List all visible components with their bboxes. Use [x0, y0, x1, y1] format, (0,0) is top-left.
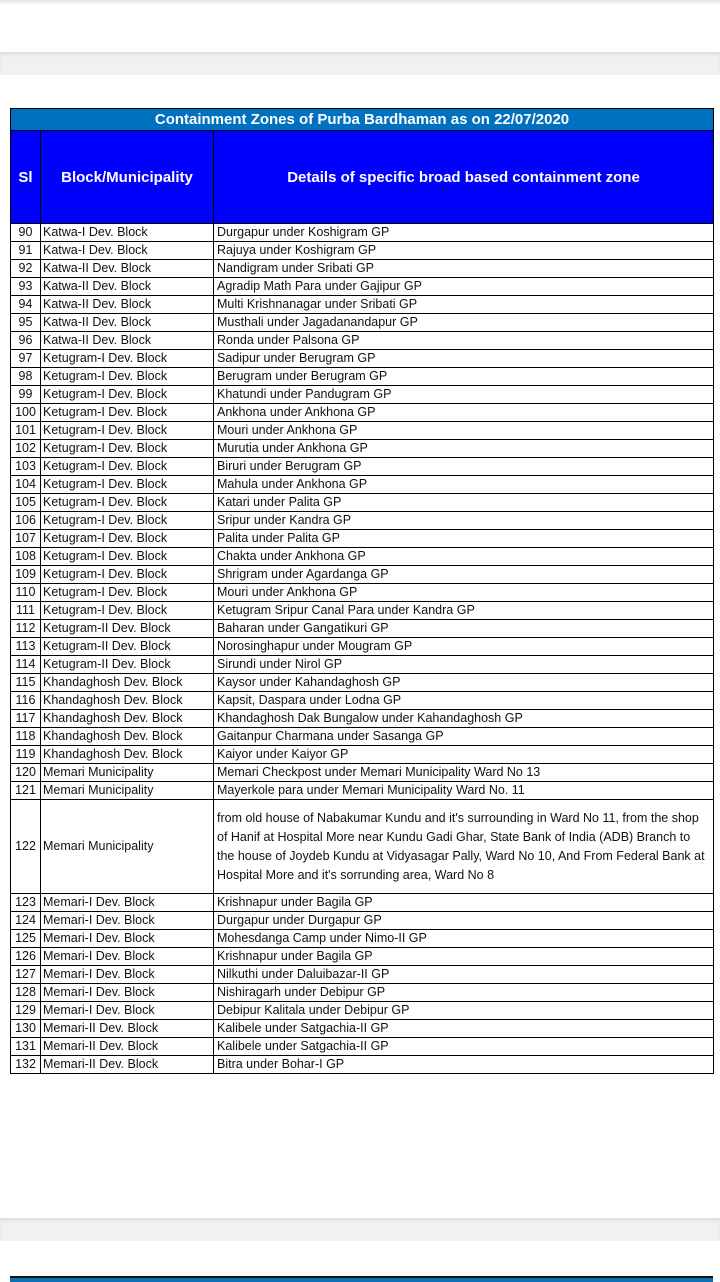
row-details-cell: Palita under Palita GP	[214, 530, 714, 548]
row-details-cell: Sadipur under Berugram GP	[214, 350, 714, 368]
row-block-cell: Khandaghosh Dev. Block	[41, 728, 214, 746]
table-row	[11, 728, 714, 746]
page-separator	[0, 1218, 720, 1241]
row-block-cell: Katwa-I Dev. Block	[41, 242, 214, 260]
row-details-cell: Krishnapur under Bagila GP	[214, 948, 714, 966]
row-details-cell: Kalibele under Satgachia-II GP	[214, 1020, 714, 1038]
row-details-cell: Multi Krishnanagar under Sribati GP	[214, 296, 714, 314]
row-block-cell: Ketugram-I Dev. Block	[41, 404, 214, 422]
row-block-cell: Memari-I Dev. Block	[41, 948, 214, 966]
row-sl-cell: 123	[11, 894, 41, 912]
row-details-cell: Chakta under Ankhona GP	[214, 548, 714, 566]
row-block-cell: Ketugram-I Dev. Block	[41, 494, 214, 512]
row-block-cell: Memari-I Dev. Block	[41, 894, 214, 912]
row-details-cell: Nandigram under Sribati GP	[214, 260, 714, 278]
row-details-cell: Musthali under Jagadanandapur GP	[214, 314, 714, 332]
table-row	[11, 368, 714, 386]
row-block-cell: Memari Municipality	[41, 782, 214, 800]
row-sl-cell: 111	[11, 602, 41, 620]
containment-zones-table	[10, 108, 714, 1074]
row-block-cell: Katwa-II Dev. Block	[41, 332, 214, 350]
table-row	[11, 1002, 714, 1020]
row-details-cell: Sirundi under Nirol GP	[214, 656, 714, 674]
row-details-cell: Bitra under Bohar-I GP	[214, 1056, 714, 1074]
row-sl-cell: 117	[11, 710, 41, 728]
row-details-cell: Ankhona under Ankhona GP	[214, 404, 714, 422]
table-row	[11, 746, 714, 764]
row-sl-cell: 121	[11, 782, 41, 800]
table-row	[11, 620, 714, 638]
row-details-cell: Durgapur under Koshigram GP	[214, 224, 714, 242]
row-sl-cell: 104	[11, 476, 41, 494]
table-row	[11, 350, 714, 368]
row-details-cell: Baharan under Gangatikuri GP	[214, 620, 714, 638]
row-block-cell: Khandaghosh Dev. Block	[41, 674, 214, 692]
row-block-cell: Katwa-II Dev. Block	[41, 260, 214, 278]
row-block-cell: Katwa-II Dev. Block	[41, 296, 214, 314]
row-details-cell: Debipur Kalitala under Debipur GP	[214, 1002, 714, 1020]
row-sl-cell: 103	[11, 458, 41, 476]
row-sl-cell: 120	[11, 764, 41, 782]
page-separator	[0, 52, 720, 75]
row-sl-cell: 116	[11, 692, 41, 710]
table-row	[11, 692, 714, 710]
row-block-cell: Ketugram-II Dev. Block	[41, 656, 214, 674]
row-details-cell: Agradip Math Para under Gajipur GP	[214, 278, 714, 296]
table-row	[11, 948, 714, 966]
row-sl-cell: 101	[11, 422, 41, 440]
row-details-cell: Khatundi under Pandugram GP	[214, 386, 714, 404]
table-row	[11, 476, 714, 494]
row-sl-cell: 113	[11, 638, 41, 656]
row-sl-cell: 105	[11, 494, 41, 512]
row-details-cell: Norosinghapur under Mougram GP	[214, 638, 714, 656]
row-block-cell: Ketugram-I Dev. Block	[41, 512, 214, 530]
table-row	[11, 764, 714, 782]
table-row	[11, 710, 714, 728]
row-sl-cell: 126	[11, 948, 41, 966]
table-row	[11, 966, 714, 984]
row-details-cell: Memari Checkpost under Memari Municipality Ward No 13	[214, 764, 714, 782]
row-sl-cell: 97	[11, 350, 41, 368]
row-sl-cell: 106	[11, 512, 41, 530]
row-sl-cell: 122	[11, 800, 41, 894]
row-details-cell: Mouri under Ankhona GP	[214, 422, 714, 440]
row-sl-cell: 128	[11, 984, 41, 1002]
row-sl-cell: 109	[11, 566, 41, 584]
table-row	[11, 458, 714, 476]
table-row	[11, 930, 714, 948]
row-details-cell: Shrigram under Agardanga GP	[214, 566, 714, 584]
table-row	[11, 1020, 714, 1038]
row-block-cell: Ketugram-I Dev. Block	[41, 422, 214, 440]
row-sl-cell: 125	[11, 930, 41, 948]
table-row	[11, 314, 714, 332]
table-row	[11, 894, 714, 912]
table-title: Containment Zones of Purba Bardhaman as on 22/07/2020	[11, 109, 714, 131]
table-row	[11, 296, 714, 314]
row-details-cell: Krishnapur under Bagila GP	[214, 894, 714, 912]
row-sl-cell: 112	[11, 620, 41, 638]
row-block-cell: Memari-II Dev. Block	[41, 1056, 214, 1074]
row-sl-cell: 108	[11, 548, 41, 566]
row-block-cell: Ketugram-I Dev. Block	[41, 476, 214, 494]
row-details-cell: Nilkuthi under Daluibazar-II GP	[214, 966, 714, 984]
row-details-cell: Katari under Palita GP	[214, 494, 714, 512]
table-row	[11, 584, 714, 602]
row-block-cell: Khandaghosh Dev. Block	[41, 692, 214, 710]
row-block-cell: Ketugram-I Dev. Block	[41, 584, 214, 602]
row-sl-cell: 110	[11, 584, 41, 602]
row-sl-cell: 132	[11, 1056, 41, 1074]
row-sl-cell: 99	[11, 386, 41, 404]
row-details-cell: Kaysor under Kahandaghosh GP	[214, 674, 714, 692]
table-row	[11, 548, 714, 566]
table-row	[11, 602, 714, 620]
top-divider	[0, 0, 720, 2]
row-sl-cell: 90	[11, 224, 41, 242]
row-sl-cell: 114	[11, 656, 41, 674]
table-row	[11, 782, 714, 800]
row-block-cell: Memari Municipality	[41, 764, 214, 782]
row-sl-cell: 92	[11, 260, 41, 278]
row-block-cell: Ketugram-I Dev. Block	[41, 602, 214, 620]
row-details-cell: Sripur under Kandra GP	[214, 512, 714, 530]
row-block-cell: Memari Municipality	[41, 800, 214, 894]
table-row	[11, 638, 714, 656]
row-sl-cell: 100	[11, 404, 41, 422]
table-row	[11, 674, 714, 692]
row-block-cell: Katwa-II Dev. Block	[41, 314, 214, 332]
row-details-cell: Ronda under Palsona GP	[214, 332, 714, 350]
row-sl-cell: 91	[11, 242, 41, 260]
column-header-details: Details of specific broad based containment zone	[214, 131, 714, 224]
table-row	[11, 224, 714, 242]
row-block-cell: Ketugram-I Dev. Block	[41, 386, 214, 404]
table-row	[11, 494, 714, 512]
row-details-cell: Mouri under Ankhona GP	[214, 584, 714, 602]
table-row	[11, 530, 714, 548]
table-row	[11, 332, 714, 350]
row-details-cell: Biruri under Berugram GP	[214, 458, 714, 476]
row-sl-cell: 127	[11, 966, 41, 984]
row-block-cell: Ketugram-I Dev. Block	[41, 458, 214, 476]
row-sl-cell: 131	[11, 1038, 41, 1056]
table-row	[11, 1038, 714, 1056]
row-block-cell: Ketugram-I Dev. Block	[41, 566, 214, 584]
table-row	[11, 242, 714, 260]
row-details-cell: Nishiragarh under Debipur GP	[214, 984, 714, 1002]
row-block-cell: Katwa-I Dev. Block	[41, 224, 214, 242]
table-row	[11, 512, 714, 530]
row-sl-cell: 102	[11, 440, 41, 458]
row-details-cell: Ketugram Sripur Canal Para under Kandra GP	[214, 602, 714, 620]
row-block-cell: Memari-I Dev. Block	[41, 930, 214, 948]
row-block-cell: Ketugram-II Dev. Block	[41, 620, 214, 638]
row-sl-cell: 119	[11, 746, 41, 764]
row-block-cell: Memari-I Dev. Block	[41, 912, 214, 930]
row-block-cell: Memari-I Dev. Block	[41, 1002, 214, 1020]
row-block-cell: Ketugram-I Dev. Block	[41, 548, 214, 566]
row-sl-cell: 129	[11, 1002, 41, 1020]
row-details-cell: Kaiyor under Kaiyor GP	[214, 746, 714, 764]
row-details-cell: Rajuya under Koshigram GP	[214, 242, 714, 260]
row-details-cell: Berugram under Berugram GP	[214, 368, 714, 386]
row-details-cell: from old house of Nabakumar Kundu and it's surrounding in Ward No 11, from the shop of Hanif at Hospital More near Kundu Gadi Ghar, State Bank of India (ADB) Branch to the house of Joydeb Kundu at Vidyasagar Pally, Ward No 10, And From Federal Bank at Hospital More and it's sorrunding area, Ward No 8	[214, 800, 714, 894]
row-block-cell: Khandaghosh Dev. Block	[41, 710, 214, 728]
row-block-cell: Memari-I Dev. Block	[41, 966, 214, 984]
row-sl-cell: 107	[11, 530, 41, 548]
row-block-cell: Ketugram-I Dev. Block	[41, 530, 214, 548]
table-row	[11, 656, 714, 674]
row-block-cell: Khandaghosh Dev. Block	[41, 746, 214, 764]
row-block-cell: Memari-II Dev. Block	[41, 1020, 214, 1038]
table-row	[11, 800, 714, 894]
row-sl-cell: 94	[11, 296, 41, 314]
table-row	[11, 260, 714, 278]
next-page-table-header	[10, 1276, 713, 1282]
table-row	[11, 912, 714, 930]
table-row	[11, 404, 714, 422]
row-sl-cell: 96	[11, 332, 41, 350]
row-details-cell: Mahula under Ankhona GP	[214, 476, 714, 494]
row-block-cell: Ketugram-I Dev. Block	[41, 440, 214, 458]
row-details-cell: Murutia under Ankhona GP	[214, 440, 714, 458]
row-block-cell: Ketugram-II Dev. Block	[41, 638, 214, 656]
row-sl-cell: 130	[11, 1020, 41, 1038]
table-row	[11, 984, 714, 1002]
row-sl-cell: 124	[11, 912, 41, 930]
table-row	[11, 1056, 714, 1074]
table-row	[11, 566, 714, 584]
row-details-cell: Khandaghosh Dak Bungalow under Kahandaghosh GP	[214, 710, 714, 728]
table-row	[11, 386, 714, 404]
row-details-cell: Mayerkole para under Memari Municipality Ward No. 11	[214, 782, 714, 800]
column-header-block: Block/Municipality	[41, 131, 214, 224]
table-row	[11, 278, 714, 296]
row-sl-cell: 93	[11, 278, 41, 296]
row-sl-cell: 98	[11, 368, 41, 386]
table-body	[11, 224, 714, 1074]
table-row	[11, 422, 714, 440]
row-details-cell: Mohesdanga Camp under Nimo-II GP	[214, 930, 714, 948]
row-sl-cell: 118	[11, 728, 41, 746]
row-block-cell: Ketugram-I Dev. Block	[41, 350, 214, 368]
row-details-cell: Gaitanpur Charmana under Sasanga GP	[214, 728, 714, 746]
row-sl-cell: 115	[11, 674, 41, 692]
table-row	[11, 440, 714, 458]
row-details-cell: Kalibele under Satgachia-II GP	[214, 1038, 714, 1056]
row-details-cell: Durgapur under Durgapur GP	[214, 912, 714, 930]
row-block-cell: Ketugram-I Dev. Block	[41, 368, 214, 386]
image-document-page	[10, 108, 713, 1074]
row-block-cell: Memari-II Dev. Block	[41, 1038, 214, 1056]
row-sl-cell: 95	[11, 314, 41, 332]
row-details-cell: Kapsit, Daspara under Lodna GP	[214, 692, 714, 710]
row-block-cell: Katwa-II Dev. Block	[41, 278, 214, 296]
row-block-cell: Memari-I Dev. Block	[41, 984, 214, 1002]
column-header-sl: Sl	[11, 131, 41, 224]
